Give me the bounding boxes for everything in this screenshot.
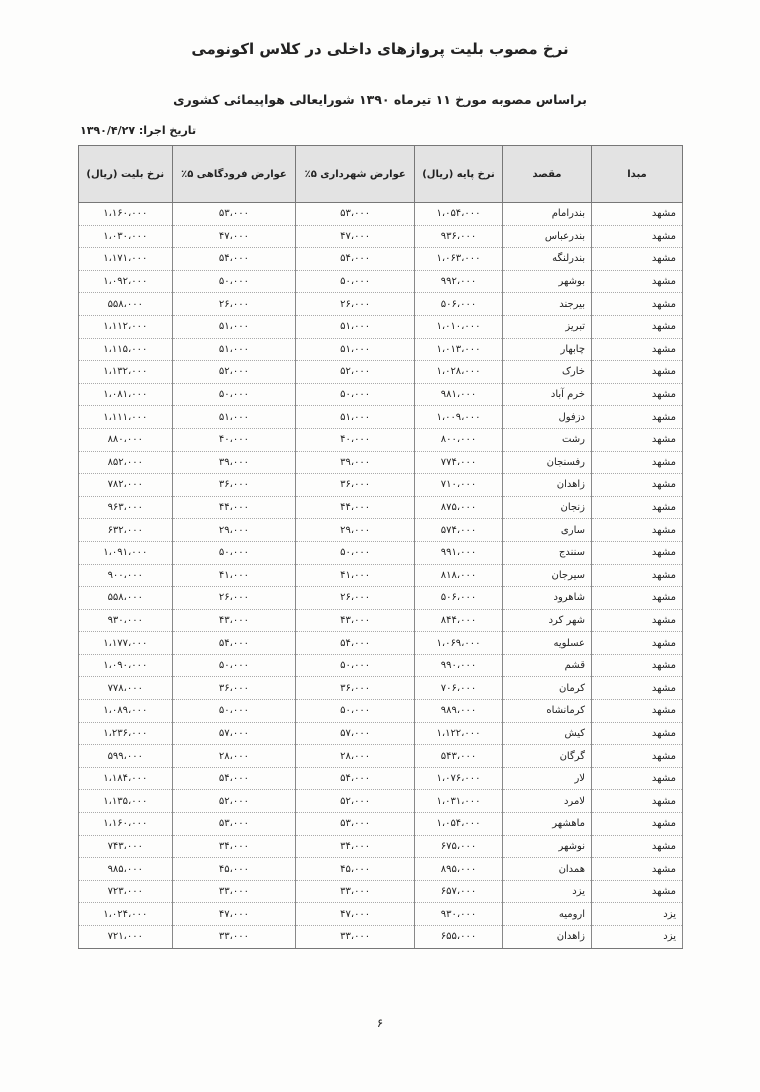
base-fare-cell: ۸۱۸،۰۰۰ — [415, 564, 503, 587]
ticket-fare-cell: ۹۳۰،۰۰۰ — [79, 609, 173, 632]
origin-cell: مشهد — [592, 496, 683, 519]
municipal-tax-cell: ۵۳،۰۰۰ — [296, 203, 415, 226]
table-row — [79, 880, 683, 903]
table-row — [79, 406, 683, 429]
airport-tax-cell: ۵۲،۰۰۰ — [172, 790, 296, 813]
header-row — [79, 146, 683, 203]
airport-tax-cell: ۳۹،۰۰۰ — [172, 451, 296, 474]
table-row — [79, 519, 683, 542]
airport-tax-cell: ۵۴،۰۰۰ — [172, 248, 296, 271]
airport-tax-cell: ۵۷،۰۰۰ — [172, 722, 296, 745]
base-fare-cell: ۹۳۶،۰۰۰ — [415, 225, 503, 248]
airport-tax-cell: ۴۱،۰۰۰ — [172, 564, 296, 587]
ticket-fare-cell: ۵۹۹،۰۰۰ — [79, 745, 173, 768]
municipal-tax-cell: ۵۴،۰۰۰ — [296, 248, 415, 271]
airport-tax-cell: ۵۰،۰۰۰ — [172, 700, 296, 723]
airport-tax-cell: ۴۴،۰۰۰ — [172, 496, 296, 519]
ticket-fare-cell: ۷۷۸،۰۰۰ — [79, 677, 173, 700]
base-fare-cell: ۱،۰۵۴،۰۰۰ — [415, 203, 503, 226]
table-row — [79, 428, 683, 451]
origin-cell: مشهد — [592, 383, 683, 406]
base-fare-cell: ۱،۰۱۰،۰۰۰ — [415, 315, 503, 338]
ticket-fare-cell: ۱،۱۷۱،۰۰۰ — [79, 248, 173, 271]
airport-tax-cell: ۵۰،۰۰۰ — [172, 654, 296, 677]
origin-cell: مشهد — [592, 745, 683, 768]
base-fare-cell: ۱،۰۱۳،۰۰۰ — [415, 338, 503, 361]
municipal-tax-cell: ۲۶،۰۰۰ — [296, 293, 415, 316]
ticket-fare-cell: ۷۸۲،۰۰۰ — [79, 474, 173, 497]
destination-cell: سنندج — [503, 541, 592, 564]
column-ticket-fare: نرخ بلیت (ریال) — [79, 146, 173, 203]
municipal-tax-cell: ۳۶،۰۰۰ — [296, 677, 415, 700]
ticket-fare-cell: ۷۲۱،۰۰۰ — [79, 926, 173, 949]
ticket-fare-cell: ۱،۱۳۲،۰۰۰ — [79, 361, 173, 384]
ticket-fare-cell: ۱،۰۹۲،۰۰۰ — [79, 270, 173, 293]
municipal-tax-cell: ۵۱،۰۰۰ — [296, 406, 415, 429]
origin-cell: مشهد — [592, 270, 683, 293]
municipal-tax-cell: ۴۷،۰۰۰ — [296, 903, 415, 926]
airport-tax-cell: ۳۶،۰۰۰ — [172, 677, 296, 700]
airport-tax-cell: ۵۳،۰۰۰ — [172, 813, 296, 836]
destination-cell: دزفول — [503, 406, 592, 429]
base-fare-cell: ۱،۰۶۹،۰۰۰ — [415, 632, 503, 655]
municipal-tax-cell: ۵۷،۰۰۰ — [296, 722, 415, 745]
base-fare-cell: ۵۰۶،۰۰۰ — [415, 587, 503, 610]
ticket-fare-cell: ۷۲۳،۰۰۰ — [79, 880, 173, 903]
municipal-tax-cell: ۳۳،۰۰۰ — [296, 926, 415, 949]
airport-tax-cell: ۴۳،۰۰۰ — [172, 609, 296, 632]
base-fare-cell: ۵۰۶،۰۰۰ — [415, 293, 503, 316]
ticket-fare-cell: ۵۵۸،۰۰۰ — [79, 587, 173, 610]
municipal-tax-cell: ۴۱،۰۰۰ — [296, 564, 415, 587]
airport-tax-cell: ۴۷،۰۰۰ — [172, 225, 296, 248]
table-row — [79, 203, 683, 226]
municipal-tax-cell: ۴۴،۰۰۰ — [296, 496, 415, 519]
destination-cell: ساری — [503, 519, 592, 542]
origin-cell: مشهد — [592, 361, 683, 384]
origin-cell: مشهد — [592, 813, 683, 836]
table-row — [79, 248, 683, 271]
table-row — [79, 383, 683, 406]
municipal-tax-cell: ۵۰،۰۰۰ — [296, 270, 415, 293]
origin-cell: مشهد — [592, 338, 683, 361]
ticket-fare-cell: ۱،۱۳۵،۰۰۰ — [79, 790, 173, 813]
airport-tax-cell: ۳۶،۰۰۰ — [172, 474, 296, 497]
origin-cell: مشهد — [592, 428, 683, 451]
table-row — [79, 225, 683, 248]
municipal-tax-cell: ۵۲،۰۰۰ — [296, 361, 415, 384]
table-row — [79, 677, 683, 700]
base-fare-cell: ۸۷۵،۰۰۰ — [415, 496, 503, 519]
origin-cell: مشهد — [592, 835, 683, 858]
airport-tax-cell: ۵۱،۰۰۰ — [172, 315, 296, 338]
municipal-tax-cell: ۴۵،۰۰۰ — [296, 858, 415, 881]
destination-cell: نوشهر — [503, 835, 592, 858]
destination-cell: خرم آباد — [503, 383, 592, 406]
fare-table-header — [79, 146, 683, 203]
destination-cell: بوشهر — [503, 270, 592, 293]
destination-cell: کیش — [503, 722, 592, 745]
table-row — [79, 903, 683, 926]
municipal-tax-cell: ۴۷،۰۰۰ — [296, 225, 415, 248]
destination-cell: بندرلنگه — [503, 248, 592, 271]
table-row — [79, 767, 683, 790]
destination-cell: قشم — [503, 654, 592, 677]
destination-cell: بندرعباس — [503, 225, 592, 248]
origin-cell: مشهد — [592, 451, 683, 474]
destination-cell: خارک — [503, 361, 592, 384]
origin-cell: مشهد — [592, 203, 683, 226]
origin-cell: مشهد — [592, 587, 683, 610]
municipal-tax-cell: ۲۹،۰۰۰ — [296, 519, 415, 542]
table-row — [79, 813, 683, 836]
origin-cell: مشهد — [592, 858, 683, 881]
origin-cell: مشهد — [592, 541, 683, 564]
base-fare-cell: ۵۴۳،۰۰۰ — [415, 745, 503, 768]
municipal-tax-cell: ۵۰،۰۰۰ — [296, 541, 415, 564]
ticket-fare-cell: ۱،۱۱۱،۰۰۰ — [79, 406, 173, 429]
municipal-tax-cell: ۵۴،۰۰۰ — [296, 767, 415, 790]
base-fare-cell: ۷۷۴،۰۰۰ — [415, 451, 503, 474]
table-row — [79, 654, 683, 677]
municipal-tax-cell: ۳۴،۰۰۰ — [296, 835, 415, 858]
destination-cell: گرگان — [503, 745, 592, 768]
municipal-tax-cell: ۲۸،۰۰۰ — [296, 745, 415, 768]
municipal-tax-cell: ۴۳،۰۰۰ — [296, 609, 415, 632]
airport-tax-cell: ۲۹،۰۰۰ — [172, 519, 296, 542]
column-municipal-tax: عوارض شهرداری ۵٪ — [296, 146, 415, 203]
table-row — [79, 564, 683, 587]
table-row — [79, 835, 683, 858]
airport-tax-cell: ۵۰،۰۰۰ — [172, 270, 296, 293]
airport-tax-cell: ۳۴،۰۰۰ — [172, 835, 296, 858]
column-destination: مقصد — [503, 146, 592, 203]
origin-cell: مشهد — [592, 564, 683, 587]
destination-cell: یزد — [503, 880, 592, 903]
destination-cell: تبریز — [503, 315, 592, 338]
column-base-fare: نرخ پایه (ریال) — [415, 146, 503, 203]
airport-tax-cell: ۵۴،۰۰۰ — [172, 767, 296, 790]
municipal-tax-cell: ۵۰،۰۰۰ — [296, 383, 415, 406]
table-row — [79, 270, 683, 293]
destination-cell: لار — [503, 767, 592, 790]
table-row — [79, 587, 683, 610]
ticket-fare-cell: ۱،۱۱۲،۰۰۰ — [79, 315, 173, 338]
destination-cell: رشت — [503, 428, 592, 451]
base-fare-cell: ۱،۰۶۳،۰۰۰ — [415, 248, 503, 271]
destination-cell: شاهرود — [503, 587, 592, 610]
airport-tax-cell: ۵۲،۰۰۰ — [172, 361, 296, 384]
base-fare-cell: ۱،۰۲۸،۰۰۰ — [415, 361, 503, 384]
municipal-tax-cell: ۴۰،۰۰۰ — [296, 428, 415, 451]
airport-tax-cell: ۴۷،۰۰۰ — [172, 903, 296, 926]
base-fare-cell: ۱،۰۳۱،۰۰۰ — [415, 790, 503, 813]
table-row — [79, 609, 683, 632]
destination-cell: لامرد — [503, 790, 592, 813]
base-fare-cell: ۸۴۴،۰۰۰ — [415, 609, 503, 632]
table-row — [79, 496, 683, 519]
base-fare-cell: ۹۹۱،۰۰۰ — [415, 541, 503, 564]
airport-tax-cell: ۵۰،۰۰۰ — [172, 383, 296, 406]
destination-cell: زنجان — [503, 496, 592, 519]
page-number: ۶ — [376, 1016, 384, 1030]
airport-tax-cell: ۵۰،۰۰۰ — [172, 541, 296, 564]
airport-tax-cell: ۴۰،۰۰۰ — [172, 428, 296, 451]
ticket-fare-cell: ۷۴۳،۰۰۰ — [79, 835, 173, 858]
base-fare-cell: ۹۸۹،۰۰۰ — [415, 700, 503, 723]
airport-tax-cell: ۵۴،۰۰۰ — [172, 632, 296, 655]
origin-cell: مشهد — [592, 632, 683, 655]
origin-cell: مشهد — [592, 406, 683, 429]
table-row — [79, 790, 683, 813]
origin-cell: مشهد — [592, 677, 683, 700]
origin-cell: مشهد — [592, 767, 683, 790]
ticket-fare-cell: ۹۰۰،۰۰۰ — [79, 564, 173, 587]
table-row — [79, 745, 683, 768]
origin-cell: مشهد — [592, 293, 683, 316]
origin-cell: یزد — [592, 926, 683, 949]
table-row — [79, 722, 683, 745]
municipal-tax-cell: ۵۳،۰۰۰ — [296, 813, 415, 836]
airport-tax-cell: ۵۱،۰۰۰ — [172, 406, 296, 429]
destination-cell: بندرامام — [503, 203, 592, 226]
base-fare-cell: ۹۹۰،۰۰۰ — [415, 654, 503, 677]
table-row — [79, 293, 683, 316]
base-fare-cell: ۶۵۵،۰۰۰ — [415, 926, 503, 949]
base-fare-cell: ۶۷۵،۰۰۰ — [415, 835, 503, 858]
destination-cell: بیرجند — [503, 293, 592, 316]
base-fare-cell: ۹۸۱،۰۰۰ — [415, 383, 503, 406]
airport-tax-cell: ۵۱،۰۰۰ — [172, 338, 296, 361]
ticket-fare-cell: ۸۵۲،۰۰۰ — [79, 451, 173, 474]
origin-cell: مشهد — [592, 474, 683, 497]
origin-cell: مشهد — [592, 790, 683, 813]
municipal-tax-cell: ۲۶،۰۰۰ — [296, 587, 415, 610]
table-row — [79, 451, 683, 474]
ticket-fare-cell: ۱،۰۳۰،۰۰۰ — [79, 225, 173, 248]
origin-cell: مشهد — [592, 700, 683, 723]
destination-cell: چابهار — [503, 338, 592, 361]
table-row — [79, 926, 683, 949]
destination-cell: شهر کرد — [503, 609, 592, 632]
ticket-fare-cell: ۹۶۳،۰۰۰ — [79, 496, 173, 519]
origin-cell: مشهد — [592, 609, 683, 632]
table-row — [79, 541, 683, 564]
base-fare-cell: ۱،۰۷۶،۰۰۰ — [415, 767, 503, 790]
base-fare-cell: ۹۳۰،۰۰۰ — [415, 903, 503, 926]
fare-table — [78, 145, 683, 949]
ticket-fare-cell: ۸۸۰،۰۰۰ — [79, 428, 173, 451]
airport-tax-cell: ۲۶،۰۰۰ — [172, 293, 296, 316]
base-fare-cell: ۵۷۴،۰۰۰ — [415, 519, 503, 542]
airport-tax-cell: ۳۳،۰۰۰ — [172, 926, 296, 949]
ticket-fare-cell: ۱،۱۶۰،۰۰۰ — [79, 203, 173, 226]
airport-tax-cell: ۲۶،۰۰۰ — [172, 587, 296, 610]
base-fare-cell: ۸۰۰،۰۰۰ — [415, 428, 503, 451]
destination-cell: عسلویه — [503, 632, 592, 655]
destination-cell: زاهدان — [503, 926, 592, 949]
airport-tax-cell: ۲۸،۰۰۰ — [172, 745, 296, 768]
municipal-tax-cell: ۵۰،۰۰۰ — [296, 700, 415, 723]
ticket-fare-cell: ۱،۱۱۵،۰۰۰ — [79, 338, 173, 361]
ticket-fare-cell: ۱،۰۲۴،۰۰۰ — [79, 903, 173, 926]
table-row — [79, 632, 683, 655]
origin-cell: یزد — [592, 903, 683, 926]
table-row — [79, 315, 683, 338]
base-fare-cell: ۷۱۰،۰۰۰ — [415, 474, 503, 497]
table-row — [79, 361, 683, 384]
base-fare-cell: ۱،۱۲۲،۰۰۰ — [415, 722, 503, 745]
column-airport-tax: عوارض فرودگاهی ۵٪ — [172, 146, 296, 203]
page-subtitle: براساس مصوبه مورخ ۱۱ تیرماه ۱۳۹۰ شورایعالی هواپیمائی کشوری — [173, 92, 587, 107]
table-row — [79, 700, 683, 723]
origin-cell: مشهد — [592, 722, 683, 745]
table-row — [79, 338, 683, 361]
municipal-tax-cell: ۳۶،۰۰۰ — [296, 474, 415, 497]
fare-table-body — [79, 203, 683, 949]
page-title: نرخ مصوب بلیت پروازهای داخلی در کلاس اکونومی — [191, 40, 569, 58]
destination-cell: زاهدان — [503, 474, 592, 497]
destination-cell: رفسنجان — [503, 451, 592, 474]
destination-cell: کرمان — [503, 677, 592, 700]
municipal-tax-cell: ۵۱،۰۰۰ — [296, 315, 415, 338]
destination-cell: ماهشهر — [503, 813, 592, 836]
destination-cell: سیرجان — [503, 564, 592, 587]
airport-tax-cell: ۴۵،۰۰۰ — [172, 858, 296, 881]
base-fare-cell: ۶۵۷،۰۰۰ — [415, 880, 503, 903]
origin-cell: مشهد — [592, 225, 683, 248]
municipal-tax-cell: ۵۲،۰۰۰ — [296, 790, 415, 813]
destination-cell: کرمانشاه — [503, 700, 592, 723]
ticket-fare-cell: ۵۵۸،۰۰۰ — [79, 293, 173, 316]
ticket-fare-cell: ۱،۰۸۹،۰۰۰ — [79, 700, 173, 723]
origin-cell: مشهد — [592, 315, 683, 338]
municipal-tax-cell: ۵۱،۰۰۰ — [296, 338, 415, 361]
ticket-fare-cell: ۱،۲۳۶،۰۰۰ — [79, 722, 173, 745]
base-fare-cell: ۱،۰۵۴،۰۰۰ — [415, 813, 503, 836]
municipal-tax-cell: ۵۰،۰۰۰ — [296, 654, 415, 677]
destination-cell: همدان — [503, 858, 592, 881]
base-fare-cell: ۸۹۵،۰۰۰ — [415, 858, 503, 881]
airport-tax-cell: ۵۳،۰۰۰ — [172, 203, 296, 226]
table-row — [79, 474, 683, 497]
effective-date: تاریخ اجرا: ۱۳۹۰/۴/۲۷ — [80, 124, 197, 137]
ticket-fare-cell: ۱،۰۹۰،۰۰۰ — [79, 654, 173, 677]
destination-cell: ارومیه — [503, 903, 592, 926]
base-fare-cell: ۹۹۲،۰۰۰ — [415, 270, 503, 293]
ticket-fare-cell: ۱،۰۸۱،۰۰۰ — [79, 383, 173, 406]
ticket-fare-cell: ۱،۰۹۱،۰۰۰ — [79, 541, 173, 564]
municipal-tax-cell: ۳۹،۰۰۰ — [296, 451, 415, 474]
origin-cell: مشهد — [592, 880, 683, 903]
ticket-fare-cell: ۱،۱۸۴،۰۰۰ — [79, 767, 173, 790]
ticket-fare-cell: ۱،۱۶۰،۰۰۰ — [79, 813, 173, 836]
base-fare-cell: ۷۰۶،۰۰۰ — [415, 677, 503, 700]
ticket-fare-cell: ۱،۱۷۷،۰۰۰ — [79, 632, 173, 655]
ticket-fare-cell: ۶۳۲،۰۰۰ — [79, 519, 173, 542]
municipal-tax-cell: ۵۴،۰۰۰ — [296, 632, 415, 655]
origin-cell: مشهد — [592, 654, 683, 677]
table-row — [79, 858, 683, 881]
municipal-tax-cell: ۳۳،۰۰۰ — [296, 880, 415, 903]
base-fare-cell: ۱،۰۰۹،۰۰۰ — [415, 406, 503, 429]
origin-cell: مشهد — [592, 519, 683, 542]
column-origin: مبدا — [592, 146, 683, 203]
ticket-fare-cell: ۹۸۵،۰۰۰ — [79, 858, 173, 881]
origin-cell: مشهد — [592, 248, 683, 271]
airport-tax-cell: ۳۳،۰۰۰ — [172, 880, 296, 903]
